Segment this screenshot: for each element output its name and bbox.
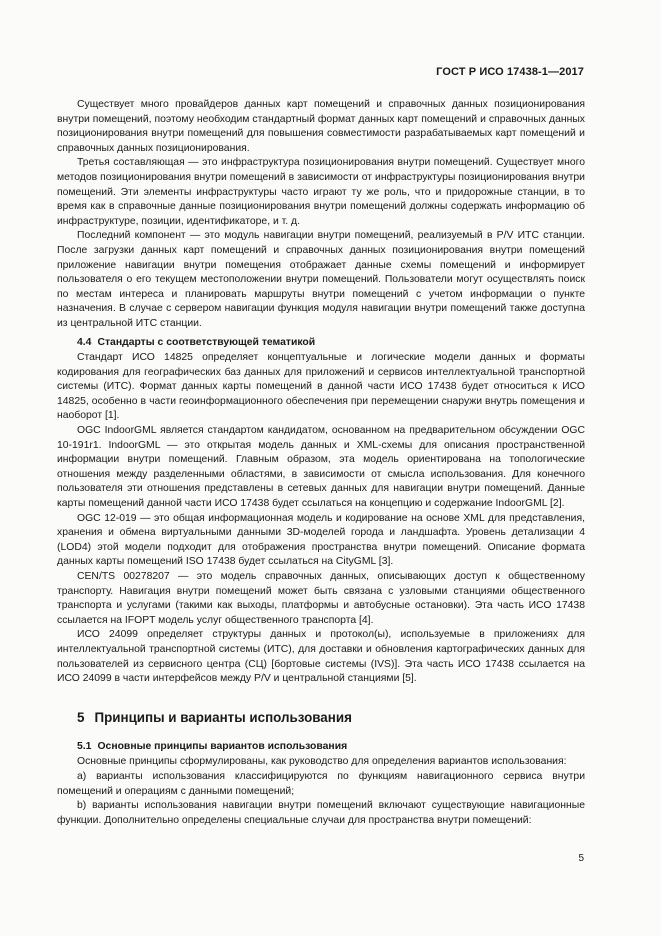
paragraph: Существует много провайдеров данных карт помещений и справочных данных позиционирования внутри помещений, поэтому необходим стандартный формат данных карт помещений и справочных данных позиционирования внутри помещений для повышения совместимости разрабатываемых карт помещений и справочных данных позиционирования.	[57, 99, 585, 154]
subsection-number: 4.4	[77, 336, 92, 348]
subsection-title: Стандарты с соответствующей тематикой	[97, 336, 316, 348]
subsection-heading-4-4	[57, 336, 585, 351]
page-content	[57, 98, 585, 828]
page-number: 5	[578, 853, 584, 864]
subsection-heading-5-1	[57, 740, 585, 755]
list-item-a: a) варианты использования классифицируются по функциям навигационного сервиса внутри помещений и операциям с данными помещений;	[57, 770, 585, 797]
list-item-b: b) варианты использования навигации внутри помещений включают существующие навигационные функции. Дополнительно определены специальные случаи для пространства внутри помещений:	[57, 800, 585, 826]
paragraph: Основные принципы сформулированы, как руководство для определения вариантов использования:	[77, 756, 567, 768]
section-heading-5	[57, 709, 585, 727]
standard-header: ГОСТ Р ИСО 17438-1—2017	[436, 66, 584, 78]
paragraph: Стандарт ИСО 14825 определяет концептуальные и логические модели данных и форматы кодирования для географических баз данных для приложений и сервисов интеллектуальной транспортной системы (ИТС). Формат данных карты помещений в данной части ИСО 17438 будет относиться к ИСО 14825, особенно в части геоинформационного обеспечения при перемещении снаружи внутрь помещения и наоборот [1].	[57, 352, 585, 422]
paragraph: CEN/TS 00278207 — это модель справочных данных, описывающих доступ к общественному транспорту. Навигация внутри помещений может быть связана с узловыми станциями общественного транспорта и услугами (такими как выходы, платформы и автобусные остановки). Эта часть ИСО 17438 ссылается на IFOPT модель услуг общественного транспорта [4].	[57, 571, 585, 626]
paragraph: Последний компонент — это модуль навигации внутри помещений, реализуемый в P/V ИТС станции. После загрузки данных карт помещений и справочных данных позиционирования внутри помещений приложение навигации внутри помещения отображает данные схемы помещений и информирует пользователя о его текущем местоположении внутри помещений. Пользователи могут осуществлять поиск по местам интереса и планировать маршруты внутри помещений с учетом информации о пункте назначения. В случае с сервером навигации функция модуля навигации внутри помещений также доступна из центральной ИТС станции.	[57, 230, 585, 329]
subsection-title: Основные принципы вариантов использования	[97, 740, 348, 752]
section-title: Принципы и варианты использования	[94, 709, 352, 725]
paragraph: Третья составляющая — это инфраструктура позиционирования внутри помещений. Существует много методов позиционирования внутри помещений в зависимости от инфраструктуры позиционирования внутри помещений. Эти элементы инфраструктуры часто играют ту же роль, что и придорожные станции, в то время как в справочные данные позиционирования внутри помещений должны содержать информацию об инфраструктуре, позиции, идентификаторе, и т. д.	[57, 157, 585, 227]
paragraph: OGC IndoorGML является стандартом кандидатом, основанном на предварительном обсуждении OGC 10-191r1. IndoorGML — это открытая модель данных и XML-схемы для описания пространственной информации внутри помещений. Главным образом, эта модель ориентирована на топологические отношения между разделенными областями, в зависимости от смысла использования. Для конечного пользователя эти отношения представлены в сетевых данных для навигации внутри помещений. Данные карты помещений данной части ИСО 17438 будет ссылаться на концепцию и содержание IndoorGML [2].	[57, 425, 585, 510]
section-number: 5	[77, 709, 85, 725]
subsection-number: 5.1	[77, 740, 92, 752]
paragraph: ИСО 24099 определяет структуры данных и протокол(ы), используемые в приложениях для интеллектуальной транспортной системы (ИТС), для доставки и обновления картографических данных для пользователей из сервисного центра (СЦ) [бортовые системы (IVS)]. Эта часть ИСО 17438 ссылается на ИСО 24099 в части интерфейсов между P/V и центральной станциями [5].	[57, 629, 585, 685]
paragraph: OGC 12-019 — это общая информационная модель и кодирование на основе XML для представления, хранения и обмена виртуальными данными 3D-моделей города и ландшафта. Уровень детализации 4 (LOD4) этой модели подходит для отображения пространства внутри помещений. Описание формата данных карты помещений ISO 17438 будет ссылаться на CityGML [3].	[57, 512, 585, 568]
